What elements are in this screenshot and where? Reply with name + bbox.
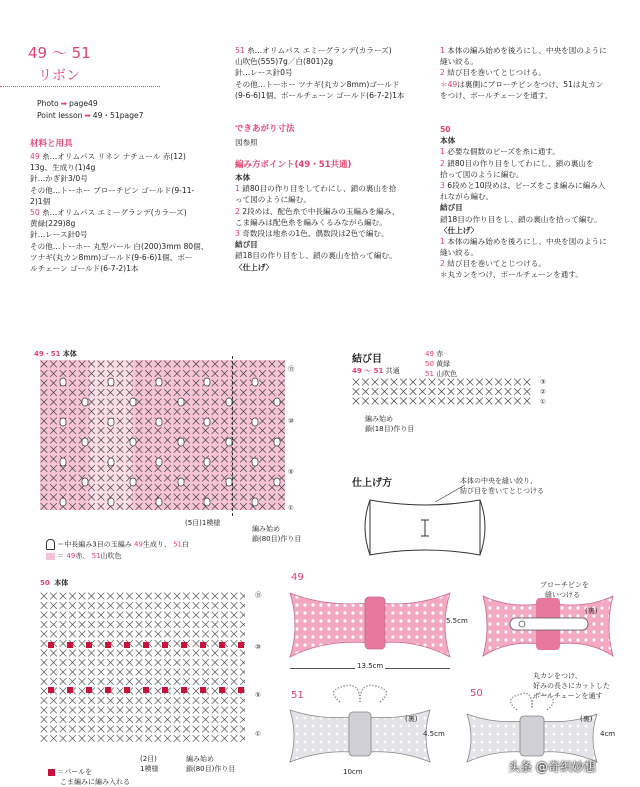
bow50-diagram: [462, 690, 602, 768]
bow51-back-label: (裏): [405, 715, 418, 723]
bow51-num: 51: [291, 690, 304, 701]
knot-row-1: ①: [540, 398, 546, 406]
bow49-height: 5.5cm: [446, 617, 468, 625]
chart1-label: 49・51 本体: [34, 350, 77, 358]
bow50-height: 4cm: [600, 730, 616, 738]
bow49-front: [285, 585, 465, 665]
knot-title: 結び目: [352, 354, 382, 365]
finish-note-2: 結び目を巻いてとじつける: [460, 487, 544, 495]
legend2-line2: こま編みに編み入れる: [60, 778, 130, 786]
start-label: 編み始め: [252, 525, 280, 533]
c2-row-10: ⑩: [255, 643, 261, 651]
bow49-back-label: (裏): [585, 607, 598, 615]
bow50-num: 50: [470, 688, 483, 699]
swatch-pink: [46, 553, 55, 560]
size-text: 図参照: [235, 138, 258, 147]
knot-row-2: ②: [540, 388, 546, 396]
finish-note-1: 本体の中央を縫い絞り、: [460, 477, 537, 485]
pattern-name: リボン: [38, 68, 80, 84]
instructions-50: 50 本体 1 必要な個数のビーズを糸に通す。 2 鎖80目の作り目をしてわにし、鎖の裏山を 拾って図のように編む。 3 6段めと10段めは、ビーズをこま編みに編み入 れながら編む。 結び目 鎖18目の作り目をし、鎖の裏山を拾って編む。 〈仕上げ〉 1 本体の編み始めを後ろにし、中央を図のように 縫い絞る。 2 結び目を巻いてとじつける。 ＊丸カンをつけ、ボールチェーンを通す。: [440, 125, 607, 280]
bow51-width: 10cm: [343, 768, 363, 776]
pearl-swatch-icon: [48, 769, 55, 776]
legend1-symbol: ＝中長編み3目の玉編み 49生成り、 51白: [46, 539, 189, 550]
bow51-diagram: [285, 682, 435, 766]
knot-row-3: ③: [540, 378, 546, 386]
bow49-num: 49: [291, 572, 304, 583]
chart2-grid: [40, 592, 245, 742]
photo-ref: Photo ➡ page49: [37, 99, 98, 108]
row-5-label: ⑤: [288, 468, 294, 476]
finish-title: 仕上げ方: [352, 478, 392, 489]
points-heading: 編み方ポイント(49・51共通): [235, 160, 352, 170]
size-heading: できあがり寸法: [235, 124, 295, 134]
title-divider: [0, 86, 160, 87]
bow50-back-label: (裏): [580, 715, 593, 723]
bow50-note-2: 好みの長さにカットした: [533, 682, 610, 690]
arrow-right-icon: ➡: [60, 99, 68, 108]
points-list: 本体 1 鎖80目の作り目をしてわにし、鎖の裏山を拾 って図のように編む。 2 2段めは、配色糸で中長編みの玉編みを編み、 こま編みは配色糸を編みくるみながら編む。 3 奇数段は地糸の1色、偶数段は2色で編む。 結び目 鎖18目の作り目をし、鎖の裏山を拾って編む。 〈仕上げ〉: [235, 173, 400, 272]
chart2-label: 50 本体: [40, 579, 69, 587]
point-ref: Point lesson ➡ 49・51page7: [37, 111, 144, 120]
knot-start-2: 鎖(18目)作り目: [365, 425, 415, 433]
row-10-label: ⑩: [288, 417, 294, 425]
bow49-pin-1: ブローチピンを: [540, 581, 589, 589]
bow51-height: 4.5cm: [423, 730, 445, 738]
bow50-note-1: 丸カンをつけ、: [533, 672, 582, 680]
chart1-grid: [40, 360, 285, 510]
finish-diagram: [355, 480, 495, 570]
pattern-numbers: 49 ～ 51: [28, 44, 91, 62]
c2-row-1: ①: [255, 730, 261, 738]
row-1-label: ①: [288, 504, 294, 512]
chart1-center-line: [232, 356, 233, 516]
materials-list: 49 糸…オリムパス リネン ナチュール 赤(12) 13g、生成り(1)4g 針…かぎ針3/0号 その他…トーホー ブローチピン ゴールド(9-11- 2)1個 50 糸…オリムパス エミーグランデ(カラーズ) 黄緑(229)8g 針…レース針0号 その他…トーホー 丸型パール 白(200)3mm 80個、 ツナギ(丸カン8mm)ゴールド(9-6-6)1個、ボー ルチェーン ゴールド(6-7-2)1本: [30, 152, 209, 273]
puff-stitch-icon: [46, 539, 55, 550]
start-label-2: 鎖(80目)作り目: [252, 535, 302, 543]
finish-49-51: 1 本体の編み始めを後ろにし、中央を図のように 縫い絞る。 2 結び目を巻いてとじつける。 ＊49は裏側にブローチピンをつけ、51は丸カン をつけ、ボールチェーンを通す。: [440, 46, 607, 100]
materials-heading: 材料と用具: [30, 139, 73, 149]
c2-row-15: ⑮: [255, 591, 262, 599]
knot-legend: 49 赤 50 黄緑 51 山吹色: [425, 350, 458, 378]
knot-start: 編み始め: [365, 415, 393, 423]
row-15-label: ⑮: [288, 365, 295, 373]
knot-subtitle: 49 ～ 51 共通: [352, 367, 400, 375]
bow49-width: 13.5cm: [357, 662, 384, 670]
watermark: 头条 @奇织妙想: [508, 760, 596, 774]
bow50-note-3: ボールチェーンを通す: [533, 692, 603, 700]
arrow-right-icon: ➡: [84, 111, 91, 120]
c2-start-2: 鎖(80目)作り目: [186, 765, 236, 773]
legend2: ＝パールを: [48, 767, 92, 777]
repeat-label: (5目)1模様: [185, 519, 221, 527]
knot-chart: [352, 378, 532, 410]
materials-51: 51 糸…オリムパス エミーグランデ(カラーズ) 山吹色(555)7g／白(801)2g 針…レース針0号 その他…トーホー ツナギ(丸カン8mm)ゴールド (9-6-6)1個、ボールチェーン ゴールド(6-7-2)1本: [235, 46, 405, 100]
legend1-swatch: ＝ 49赤、 51山吹色: [46, 551, 122, 561]
c2-rep: (2目): [140, 755, 157, 763]
c2-rep-2: 1模様: [140, 765, 159, 773]
bow49-pin-2: 縫いつける: [545, 591, 580, 599]
c2-start: 編み始め: [186, 755, 214, 763]
c2-row-5: ⑤: [255, 691, 261, 699]
